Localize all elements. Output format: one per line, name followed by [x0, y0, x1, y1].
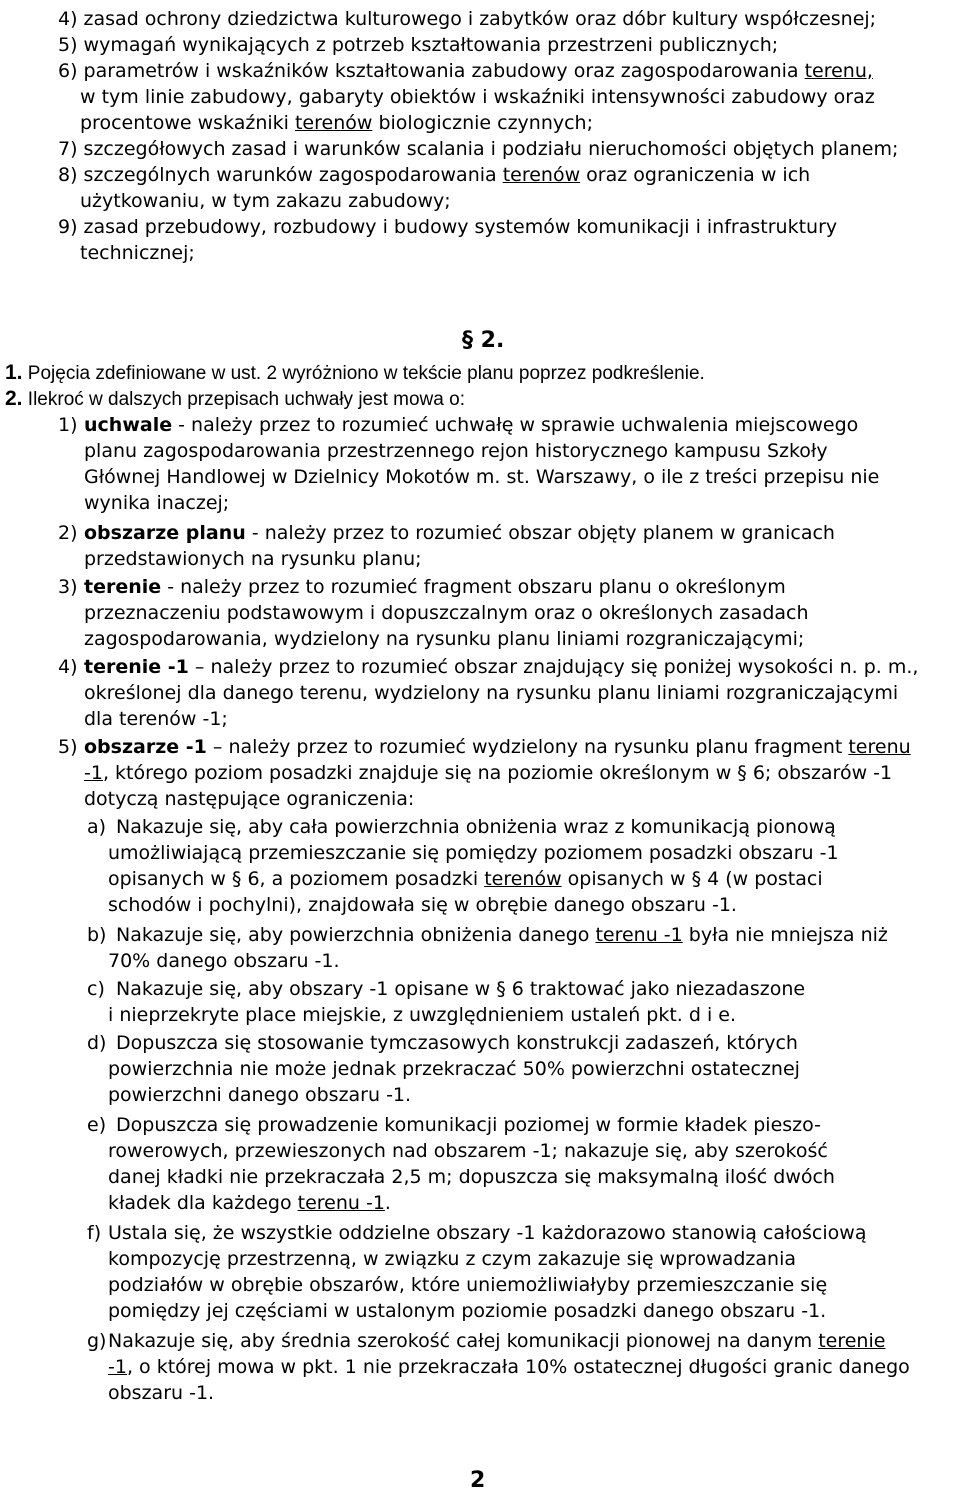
subitem-e-line-4: kładek dla każdego terenu -1. — [108, 1192, 391, 1214]
subitem-b-line-1: Nakazuje się, aby powierzchnia obniżenia danego terenu -1 była nie mniejsza niż — [116, 924, 888, 946]
subitem-f-line-4: pomiędzy jej częściami w ustalonym poziomie posadzki danego obszaru -1. — [108, 1300, 827, 1322]
paragraph-mark: § 2. — [462, 328, 505, 353]
definition-1-line-4: wynika inaczej; — [84, 492, 230, 514]
subitem-c-line-2: i nieprzekryte place miejskie, z uwzględnieniem ustaleń pkt. d i e. — [108, 1004, 737, 1026]
subitem-a-line-4: schodów i pochylni), znajdowała się w obrębie danego obszaru -1. — [108, 894, 737, 916]
defined-term: uchwale — [84, 414, 173, 436]
subitem-a-line-3: opisanych w § 6, a poziomem posadzki terenów opisanych w § 4 (w postaci — [108, 868, 823, 890]
definition-4-line-2: określonej dla danego terenu, wydzielony na rysunku planu liniami rozgraniczającymi — [84, 682, 899, 704]
definition-2-line-1: obszarze planu - należy przez to rozumieć obszar objęty planem w granicach — [84, 522, 835, 544]
definition-1-line-3: Głównej Handlowej w Dzielnicy Mokotów m. st. Warszawy, o ile z treści przepisu nie — [84, 466, 880, 488]
definition-3-line-3: zagospodarowania, wydzielony na rysunku planu liniami rozgraniczającymi; — [84, 628, 805, 650]
subitem-f-line-3: podziałów w obrębie obszarów, które uniemożliwiałyby przemieszczanie się — [108, 1274, 828, 1296]
list-item-6-line-2: w tym linie zabudowy, gabaryty obiektów i wskaźniki intensywności zabudowy oraz — [80, 86, 875, 108]
definition-3-line-1: terenie - należy przez to rozumieć fragment obszaru planu o określonym — [84, 576, 786, 598]
subitem-d-line-2: powierzchnia nie może jednak przekraczać 50% powierzchni ostatecznej — [108, 1058, 800, 1080]
defined-term-link: terenu — [848, 736, 911, 758]
subitem-f-line-1: Ustala się, że wszystkie oddzielne obszary -1 każdorazowo stanowią całościową — [108, 1222, 867, 1244]
subitem-b-line-2: 70% danego obszaru -1. — [108, 950, 340, 972]
list-item-5: 5) wymagań wynikających z potrzeb kształtowania przestrzeni publicznych; — [58, 34, 779, 56]
subitem-f-label: f) — [87, 1222, 102, 1244]
defined-term-link: terenów — [502, 164, 581, 186]
defined-term-link: terenów — [294, 112, 373, 134]
definition-4-label: 4) — [58, 656, 78, 678]
definition-5-line-2: -1, którego poziom posadzki znajduje się na poziomie określonym w § 6; obszarów -1 — [84, 762, 893, 784]
subitem-g-line-2: -1, o której mowa w pkt. 1 nie przekraczała 10% ostatecznej długości granic danego — [108, 1356, 910, 1378]
defined-term-link: terenu -1 — [595, 924, 683, 946]
list-item-7: 7) szczegółowych zasad i warunków scalania i podziału nieruchomości objętych planem; — [58, 138, 899, 160]
subitem-f-line-2: kompozycję przestrzenną, w związku z czym zakazuje się wprowadzania — [108, 1248, 796, 1270]
list-item-8-line-2: użytkowaniu, w tym zakazu zabudowy; — [80, 190, 451, 212]
subitem-e-label: e) — [87, 1114, 107, 1136]
definition-1-line-1: uchwale - należy przez to rozumieć uchwałę w sprawie uchwalenia miejscowego — [84, 414, 859, 436]
subitem-c-line-1: Nakazuje się, aby obszary -1 opisane w § 6 traktować jako niezadaszone — [116, 978, 806, 1000]
subitem-g-line-1: Nakazuje się, aby średnia szerokość całej komunikacji pionowej na danym terenie — [108, 1330, 886, 1352]
defined-term: obszarze -1 — [84, 736, 207, 758]
definition-3-line-2: przeznaczeniu podstawowym i dopuszczalnym oraz o określonych zasadach — [84, 602, 809, 624]
defined-term-link: -1 — [84, 762, 103, 784]
subitem-e-line-1: Dopuszcza się prowadzenie komunikacji poziomej w formie kładek pieszo- — [116, 1114, 821, 1136]
subitem-g-line-3: obszaru -1. — [108, 1382, 215, 1404]
subitem-g-label: g) — [87, 1330, 107, 1352]
subitem-c-label: c) — [87, 978, 105, 1000]
subitem-b-label: b) — [87, 924, 107, 946]
definition-4-line-3: dla terenów -1; — [84, 708, 228, 730]
subitem-d-line-3: powierzchni danego obszaru -1. — [108, 1084, 412, 1106]
definition-5-line-3: dotyczą następujące ograniczenia: — [84, 788, 415, 810]
defined-term-link: -1 — [108, 1356, 127, 1378]
defined-term-link: terenu, — [804, 60, 873, 82]
page-number: 2 — [470, 1468, 486, 1493]
defined-term-link: terenie — [818, 1330, 886, 1352]
subitem-e-line-2: rowerowych, przewieszonych nad obszarem -1; nakazuje się, aby szerokość — [108, 1140, 828, 1162]
defined-term-link: terenów — [484, 868, 562, 890]
subitem-a-label: a) — [87, 816, 107, 838]
defined-term-link: terenu -1 — [297, 1192, 385, 1214]
list-item-6-line-1: 6) parametrów i wskaźników kształtowania zabudowy oraz zagospodarowania terenu, — [58, 60, 873, 82]
subitem-d-line-1: Dopuszcza się stosowanie tymczasowych konstrukcji zadaszeń, których — [116, 1032, 798, 1054]
subitem-a-line-1: Nakazuje się, aby cała powierzchnia obniżenia wraz z komunikacją pionową — [116, 816, 836, 838]
subitem-a-line-2: umożliwiającą przemieszczanie się pomiędzy poziomem posadzki obszaru -1 — [108, 842, 839, 864]
defined-term: obszarze planu — [84, 522, 246, 544]
subitem-d-label: d) — [87, 1032, 107, 1054]
defined-term: terenie -1 — [84, 656, 189, 678]
definition-1-label: 1) — [58, 414, 78, 436]
list-item-9-line-1: 9) zasad przebudowy, rozbudowy i budowy systemów komunikacji i infrastruktury — [58, 216, 838, 238]
list-item-8-line-1: 8) szczególnych warunków zagospodarowania terenów oraz ograniczenia w ich — [58, 164, 811, 186]
definition-1-line-2: planu zagospodarowania przestrzennego rejon historycznego kampusu Szkoły — [84, 440, 828, 462]
section-2: 2. Ilekroć w dalszych przepisach uchwały jest mowa o: — [5, 387, 465, 410]
definition-5-line-1: obszarze -1 – należy przez to rozumieć wydzielony na rysunku planu fragment terenu — [84, 736, 911, 758]
list-item-4: 4) zasad ochrony dziedzictwa kulturowego i zabytków oraz dóbr kultury współczesnej; — [58, 8, 877, 30]
defined-term: terenie — [84, 576, 162, 598]
definition-4-line-1: terenie -1 – należy przez to rozumieć obszar znajdujący się poniżej wysokości n. p. m., — [84, 656, 919, 678]
list-item-9-line-2: technicznej; — [80, 242, 195, 264]
section-1: 1. Pojęcia zdefiniowane w ust. 2 wyróżniono w tekście planu poprzez podkreślenie. — [5, 361, 705, 384]
definition-3-label: 3) — [58, 576, 78, 598]
definition-5-label: 5) — [58, 736, 78, 758]
definition-2-label: 2) — [58, 522, 78, 544]
definition-2-line-2: przedstawionych na rysunku planu; — [84, 548, 422, 570]
list-item-6-line-3: procentowe wskaźniki terenów biologicznie czynnych; — [80, 112, 594, 134]
subitem-e-line-3: danej kładki nie przekraczała 2,5 m; dopuszcza się maksymalną ilość dwóch — [108, 1166, 835, 1188]
